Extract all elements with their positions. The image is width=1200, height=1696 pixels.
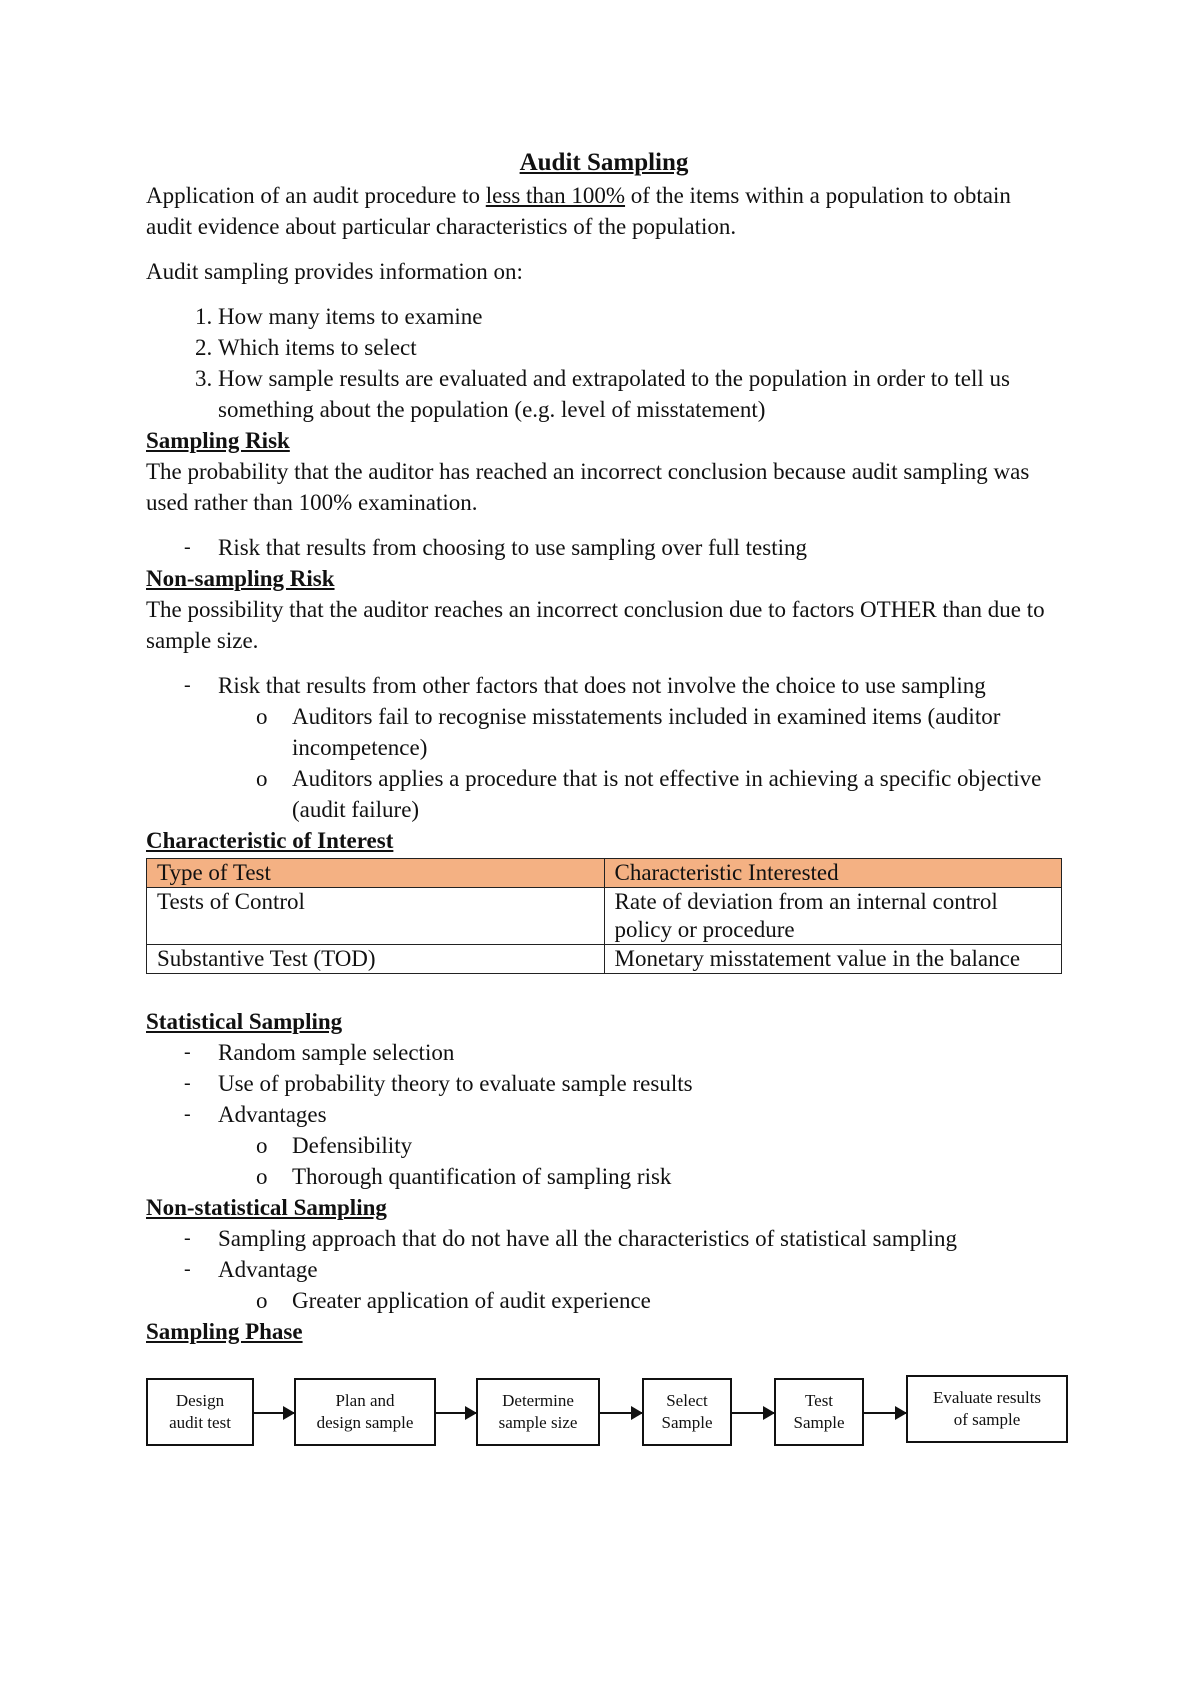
flow-step-evaluate-results bbox=[906, 1375, 1068, 1443]
flow-step-plan-design-sample bbox=[294, 1378, 436, 1446]
sampling-phase-heading: Sampling Phase bbox=[146, 1319, 303, 1344]
table-row bbox=[147, 945, 1062, 974]
sub-list-item: o Auditors applies a procedure that is not effective in achieving a specific objective (audit failure) bbox=[146, 763, 1062, 825]
list-item: 2. Which items to select bbox=[218, 332, 1062, 363]
provides-list bbox=[146, 301, 1062, 425]
sampling-risk-text: The probability that the auditor has reached an incorrect conclusion because audit sampling was used rather than 100% examination. bbox=[146, 459, 1030, 515]
statistical-list bbox=[146, 1037, 1062, 1192]
table-row bbox=[147, 888, 1062, 945]
sampling-risk-heading: Sampling Risk bbox=[146, 428, 290, 453]
flow-step-test-sample bbox=[774, 1378, 864, 1446]
flow-step-line: audit test bbox=[169, 1413, 231, 1432]
flow-step-line: Select bbox=[666, 1391, 708, 1410]
arrow-icon bbox=[864, 1412, 906, 1414]
flow-step-line: Evaluate results bbox=[932, 1388, 1042, 1407]
characteristic-heading: Characteristic of Interest bbox=[146, 828, 394, 853]
arrow-icon bbox=[254, 1412, 294, 1414]
sub-list-item: o Thorough quantification of sampling risk bbox=[146, 1161, 1062, 1192]
flow-step-line: Determine bbox=[502, 1391, 574, 1410]
document-page bbox=[146, 146, 1062, 1455]
arrow-icon bbox=[436, 1412, 476, 1414]
table-cell: Tests of Control bbox=[147, 888, 605, 945]
intro-underlined-text: less than 100% bbox=[485, 183, 626, 208]
sub-list-item: o Greater application of audit experience bbox=[146, 1285, 1062, 1316]
list-item: - Sampling approach that do not have all the characteristics of statistical sampling bbox=[146, 1223, 1062, 1254]
list-item-text: Risk that results from other factors that does not involve the choice to use sampling bbox=[218, 673, 986, 698]
list-item: 3. How sample results are evaluated and extrapolated to the population in order to tell us something about the population (e.g. level of misstatement) bbox=[218, 363, 1062, 425]
non-statistical-heading: Non-statistical Sampling bbox=[146, 1195, 387, 1220]
flow-step-determine-sample-size bbox=[476, 1378, 600, 1446]
flow-step-line: sample size bbox=[498, 1413, 578, 1432]
intro-text-end: of the items within a population to obtain audit evidence about particular characteristics of the population. bbox=[146, 183, 1011, 239]
sub-list bbox=[218, 701, 1062, 825]
intro-text-start: Application of an audit procedure to bbox=[146, 183, 486, 208]
arrow-icon bbox=[600, 1412, 642, 1414]
table-header-cell: Type of Test bbox=[147, 859, 605, 888]
non-statistical-list bbox=[146, 1223, 1062, 1316]
arrow-icon bbox=[732, 1412, 774, 1414]
table-cell: Rate of deviation from an internal control policy or procedure bbox=[604, 888, 1062, 945]
flow-step-line: of sample bbox=[953, 1410, 1021, 1429]
sampling-risk-list bbox=[146, 532, 1062, 563]
list-item: - Risk that results from choosing to use sampling over full testing bbox=[146, 532, 1062, 563]
flow-step-line: Test bbox=[804, 1391, 834, 1410]
sub-list bbox=[218, 1130, 1062, 1192]
flow-step-line: Sample bbox=[793, 1413, 845, 1432]
page-title: Audit Sampling bbox=[519, 149, 689, 176]
flow-step-line: design sample bbox=[316, 1413, 414, 1432]
intro-paragraph bbox=[146, 180, 1062, 242]
table-header-row bbox=[147, 859, 1062, 888]
sampling-phase-flowchart bbox=[146, 1375, 1062, 1455]
flow-step-design-audit-test bbox=[146, 1378, 254, 1446]
statistical-heading: Statistical Sampling bbox=[146, 1009, 343, 1034]
non-sampling-risk-text: The possibility that the auditor reaches an incorrect conclusion due to factors OTHER than due to sample size. bbox=[146, 597, 1045, 653]
flow-step-line: Plan and bbox=[335, 1391, 395, 1410]
non-sampling-risk-list bbox=[146, 670, 1062, 825]
list-item-text: Advantages bbox=[218, 1102, 327, 1127]
sub-list-item: o Auditors fail to recognise misstatements included in examined items (auditor incompetence) bbox=[146, 701, 1062, 763]
non-sampling-risk-heading: Non-sampling Risk bbox=[146, 566, 335, 591]
provides-label: Audit sampling provides information on: bbox=[146, 259, 523, 284]
characteristic-table bbox=[146, 858, 1062, 974]
table-cell: Monetary misstatement value in the balance bbox=[604, 945, 1062, 974]
sub-list-item: o Defensibility bbox=[146, 1130, 1062, 1161]
table-cell: Substantive Test (TOD) bbox=[147, 945, 605, 974]
list-item-text: Advantage bbox=[218, 1257, 318, 1282]
list-item bbox=[146, 670, 1062, 825]
flow-step-select-sample bbox=[642, 1378, 732, 1446]
list-item bbox=[146, 1254, 1062, 1316]
list-item: - Use of probability theory to evaluate sample results bbox=[146, 1068, 1062, 1099]
list-item: 1. How many items to examine bbox=[218, 301, 1062, 332]
list-item bbox=[146, 1099, 1062, 1192]
table-header-cell: Characteristic Interested bbox=[604, 859, 1062, 888]
flow-step-line: Sample bbox=[661, 1413, 713, 1432]
flow-step-line: Design bbox=[175, 1391, 225, 1410]
sub-list bbox=[218, 1285, 1062, 1316]
list-item: - Random sample selection bbox=[146, 1037, 1062, 1068]
